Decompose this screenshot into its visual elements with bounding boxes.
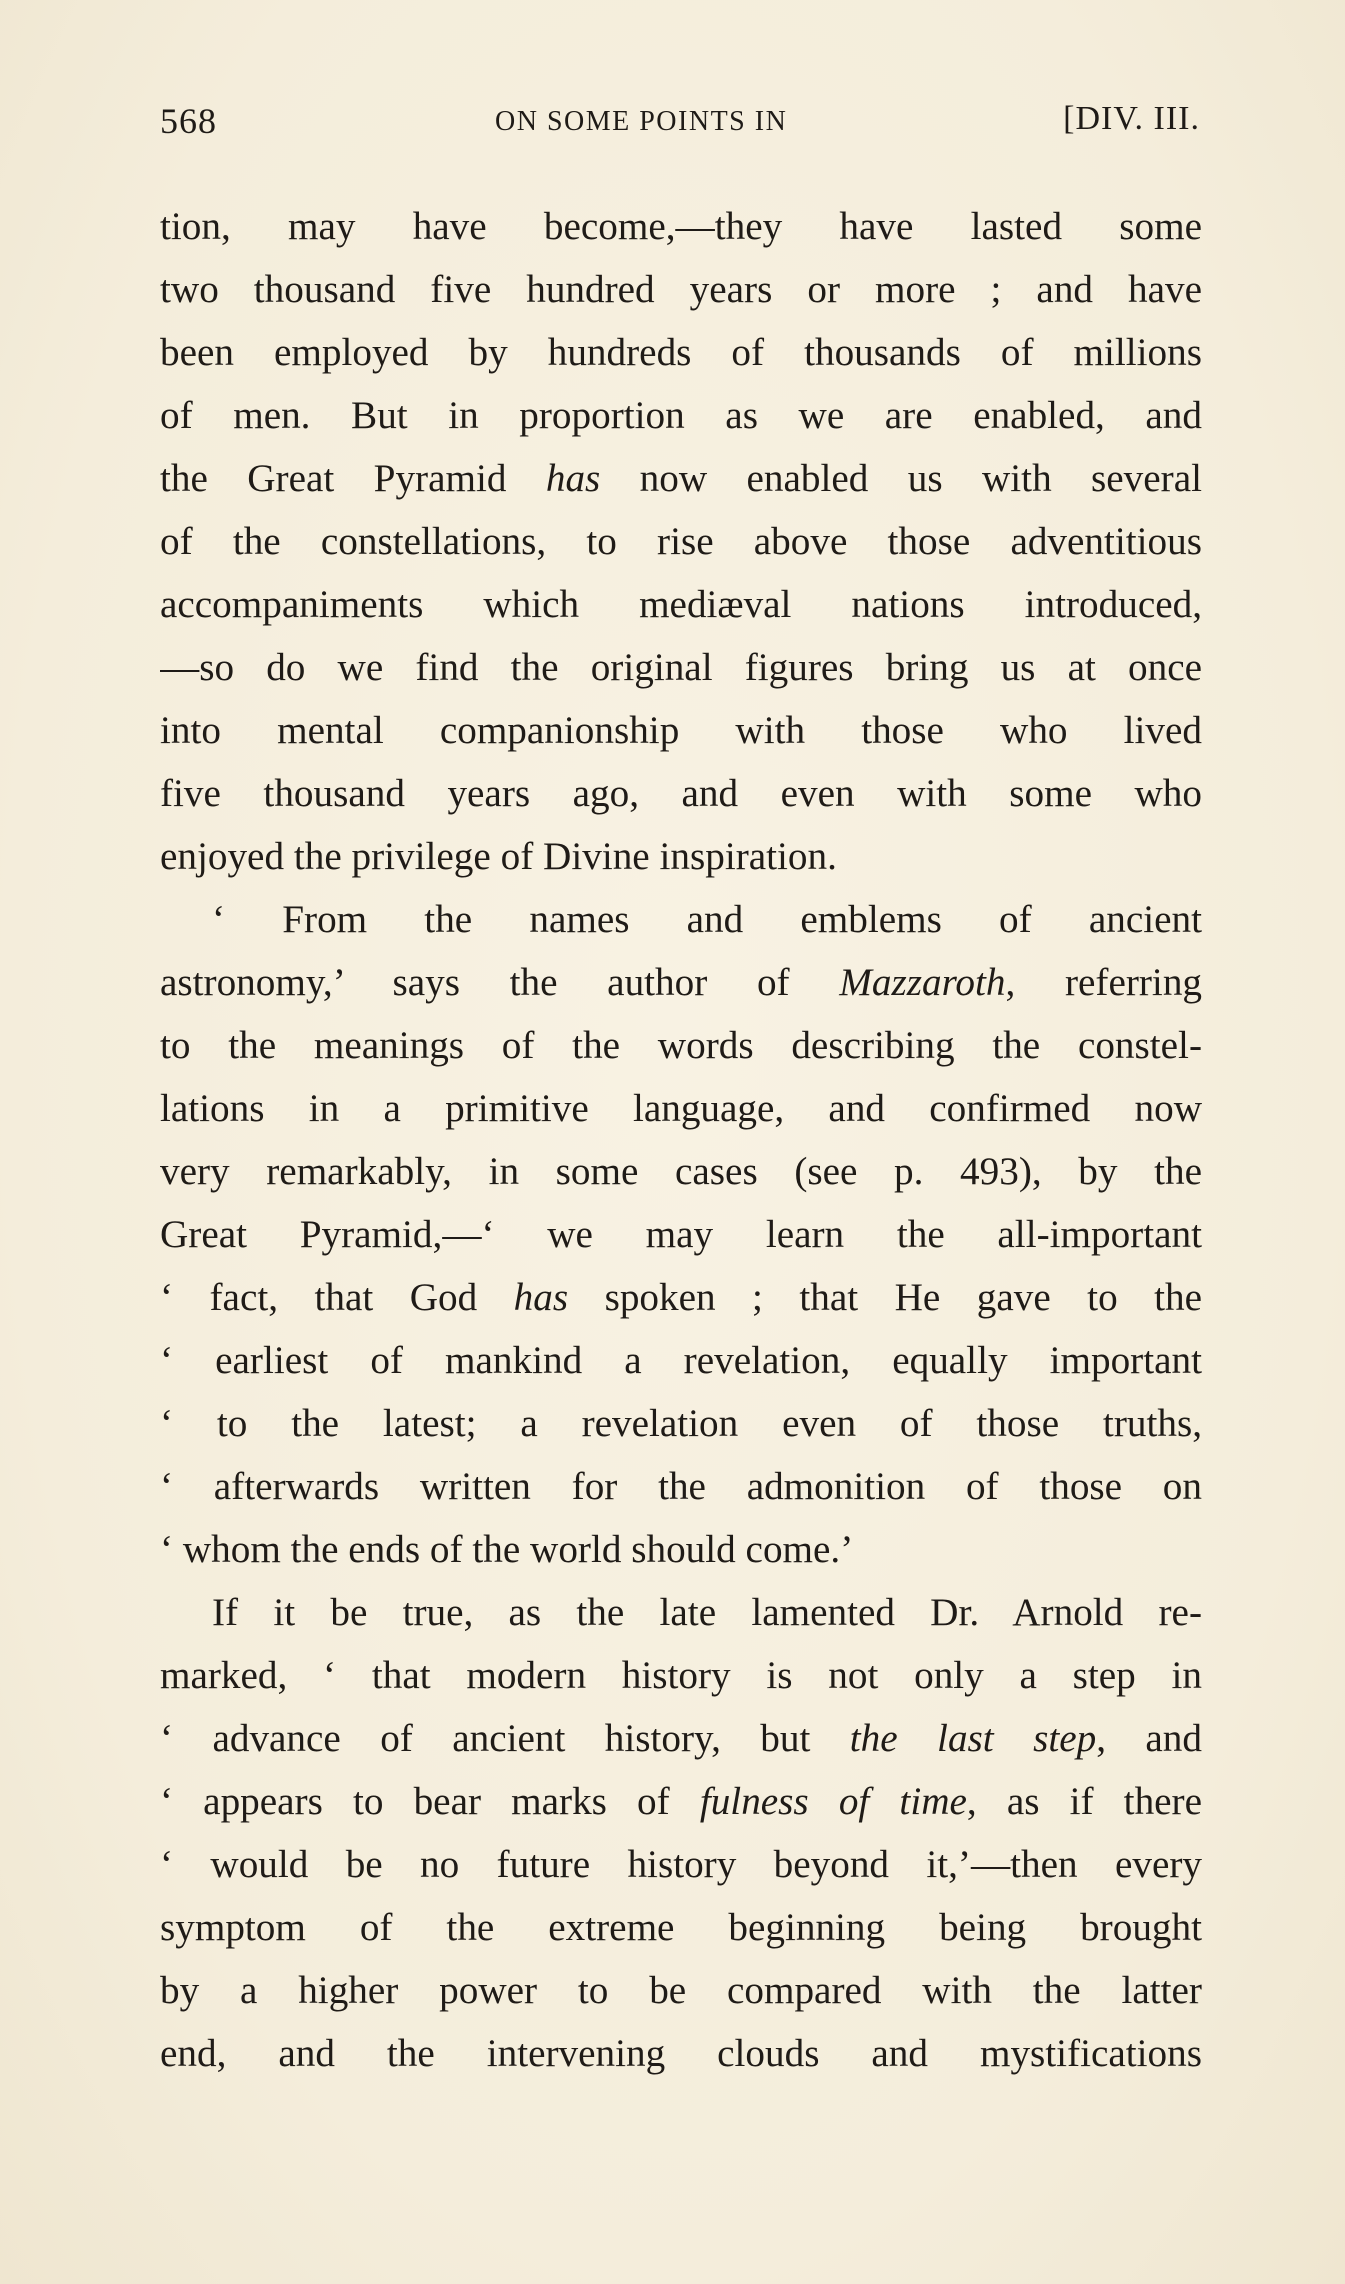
body-text — [160, 195, 1202, 2085]
text-line: If it be true, as the late lamented Dr. Arnold re- — [212, 1591, 1202, 1634]
page-header — [160, 100, 1200, 150]
text-line: of the constellations, to rise above those adventitious — [160, 520, 1202, 563]
emphasis-text: fulness of time — [699, 1780, 967, 1823]
text-line: —so do we find the original figures bring us at once — [160, 646, 1202, 689]
text-line: into mental companionship with those who lived — [160, 709, 1202, 752]
text-line: tion, may have become,—they have lasted some — [160, 205, 1202, 248]
text-line: ‘ to the latest; a revelation even of those truths, — [160, 1402, 1202, 1445]
emphasis-text: Mazzaroth — [839, 961, 1006, 1004]
emphasis-text: has — [513, 1276, 569, 1319]
text-line: to the meanings of the words describing the constel- — [160, 1024, 1202, 1067]
emphasis-text: the last step — [849, 1717, 1097, 1760]
text-line: ‘ would be no future history beyond it,’—then every — [160, 1843, 1202, 1886]
text-line: five thousand years ago, and even with some who — [160, 772, 1202, 815]
text-line: symptom of the extreme beginning being brought — [160, 1906, 1202, 1949]
running-title: ON SOME POINTS IN — [495, 106, 788, 137]
text-line: been employed by hundreds of thousands of millions — [160, 331, 1202, 374]
text-line: ‘ advance of ancient history, but the last step, and — [160, 1717, 1202, 1760]
text-line: lations in a primitive language, and confirmed now — [160, 1087, 1202, 1130]
text-line: ‘ From the names and emblems of ancient — [212, 898, 1202, 941]
text-line: by a higher power to be compared with the latter — [160, 1969, 1202, 2012]
emphasis-text: has — [545, 457, 601, 500]
text-line: marked, ‘ that modern history is not only a step in — [160, 1654, 1202, 1697]
division-label: [DIV. III. — [1063, 100, 1200, 137]
text-line: two thousand five hundred years or more ; and have — [160, 268, 1202, 311]
text-line: end, and the intervening clouds and mystifications — [160, 2032, 1202, 2075]
text-line: very remarkably, in some cases (see p. 493), by the — [160, 1150, 1202, 1193]
text-line: of men. But in proportion as we are enabled, and — [160, 394, 1202, 437]
text-line: ‘ earliest of mankind a revelation, equally important — [160, 1339, 1202, 1382]
text-line: enjoyed the privilege of Divine inspiration. — [160, 835, 837, 878]
text-line: ‘ fact, that God has spoken ; that He gave to the — [160, 1276, 1202, 1319]
page-number: 568 — [160, 101, 217, 141]
text-line: Great Pyramid,—‘ we may learn the all-important — [160, 1213, 1202, 1256]
text-line: accompaniments which mediæval nations introduced, — [160, 583, 1202, 626]
text-line: astronomy,’ says the author of Mazzaroth, referring — [160, 961, 1202, 1004]
text-line: the Great Pyramid has now enabled us with several — [160, 457, 1202, 500]
text-line: ‘ appears to bear marks of fulness of time, as if there — [160, 1780, 1202, 1823]
text-line: ‘ whom the ends of the world should come.’ — [160, 1528, 854, 1571]
text-line: ‘ afterwards written for the admonition of those on — [160, 1465, 1202, 1508]
